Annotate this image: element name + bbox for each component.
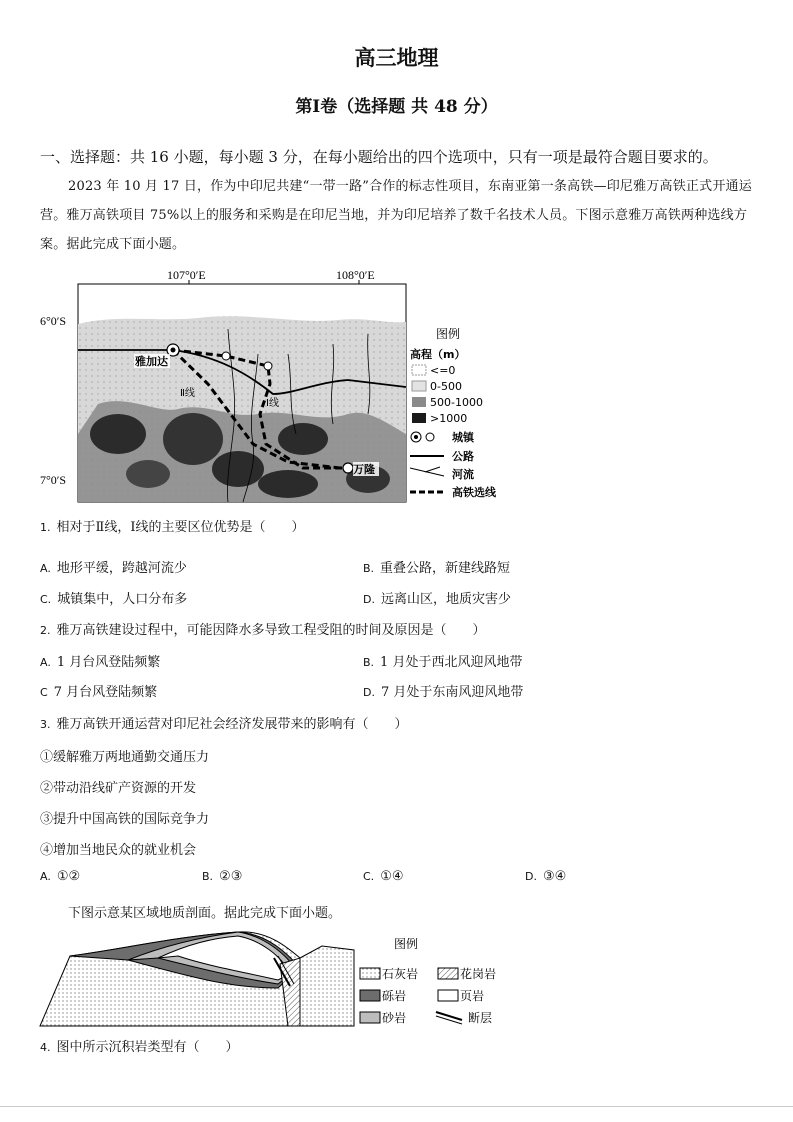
q3-statement-2: ②带动沿线矿产资源的开发 bbox=[40, 781, 197, 796]
question-2: 2. 雅万高铁建设过程中，可能因降水多导致工程受阻的时间及原因是（ ） bbox=[40, 623, 486, 638]
question-1: 1. 相对于Ⅱ线，Ⅰ线的主要区位优势是（ ） bbox=[40, 520, 305, 535]
q1-option-a[interactable]: A. 地形平缓，跨越河流少 bbox=[40, 561, 187, 576]
legend-fault: 断层 bbox=[468, 1011, 493, 1025]
q2-option-a[interactable]: A. 1 月台风登陆频繁 bbox=[40, 655, 161, 670]
question-3: 3. 雅万高铁开通运营对印尼社会经济发展带来的影响有（ ） bbox=[40, 717, 408, 732]
q2-option-d[interactable]: D. 7 月处于东南风迎风地带 bbox=[363, 685, 524, 700]
section-instructions: 一、选择题：共 16 小题，每小题 3 分，在每小题给出的四个选项中，只有一项是最符合题目要求的。 bbox=[40, 148, 718, 166]
legend-shale: 页岩 bbox=[460, 989, 485, 1003]
section-subtitle: 第Ⅰ卷（选择题 共 48 分） bbox=[295, 97, 498, 117]
legend-elev-0: <=0 bbox=[430, 364, 456, 377]
lon-label-107: 107°0′E bbox=[167, 268, 206, 282]
legend-conglomerate: 砾岩 bbox=[382, 989, 407, 1003]
q3-statement-3: ③提升中国高铁的国际竞争力 bbox=[40, 812, 210, 827]
railway-route-map bbox=[40, 262, 520, 512]
q2-option-c[interactable]: C 7 月台风登陆频繁 bbox=[40, 685, 158, 700]
legend-limestone: 石灰岩 bbox=[382, 967, 419, 981]
page-footer-line bbox=[0, 1106, 793, 1107]
legend-road: 公路 bbox=[452, 450, 474, 463]
line-label-ii: Ⅱ线 bbox=[180, 388, 195, 399]
geo-legend-title: 图例 bbox=[394, 937, 419, 951]
legend-river: 河流 bbox=[452, 468, 474, 481]
intro-paragraph: 2023 年 10 月 17 日，作为中印尼共建“一带一路”合作的标志性项目，东南亚第一条高铁—印尼雅万高铁正式开通运营。雅万高铁项目 75%以上的服务和采购是在印尼当地，并为印尼培养了数千名技术人员。下图示意雅万高铁两种选线方案。据此完成下面小题。 bbox=[40, 179, 752, 252]
legend-elev-high: >1000 bbox=[430, 412, 468, 425]
legend-granite: 花岗岩 bbox=[460, 967, 497, 981]
lon-label-108: 108°0′E bbox=[336, 268, 375, 282]
legend-railway: 高铁选线 bbox=[452, 486, 496, 499]
line-label-i: Ⅰ线 bbox=[266, 398, 279, 409]
q3-option-b[interactable]: B. ②③ bbox=[202, 869, 243, 884]
q3-option-c[interactable]: C. ①④ bbox=[363, 869, 404, 884]
lat-label-7s: 7°0′S bbox=[40, 473, 67, 487]
intro-paragraph-2: 下图示意某区域地质剖面。据此完成下面小题。 bbox=[68, 906, 342, 921]
q3-statement-4: ④增加当地民众的就业机会 bbox=[40, 843, 197, 858]
legend-elev-500: 0-500 bbox=[430, 380, 462, 393]
city-label-bandung: 万隆 bbox=[353, 463, 375, 476]
q3-option-d[interactable]: D. ③④ bbox=[525, 869, 567, 884]
page-title: 高三地理 bbox=[354, 45, 439, 70]
q2-option-b[interactable]: B. 1 月处于西北风迎风地带 bbox=[363, 655, 523, 670]
city-label-jakarta: 雅加达 bbox=[135, 355, 168, 368]
legend-elev-1000: 500-1000 bbox=[430, 396, 483, 409]
q3-option-a[interactable]: A. ①② bbox=[40, 869, 81, 884]
legend-elevation-title: 高程（m） bbox=[410, 348, 466, 361]
legend-sandstone: 砂岩 bbox=[382, 1011, 407, 1025]
q1-option-b[interactable]: B. 重叠公路，新建线路短 bbox=[363, 561, 511, 576]
lat-label-6s: 6°0′S bbox=[40, 314, 67, 328]
q3-statement-1: ①缓解雅万两地通勤交通压力 bbox=[40, 750, 210, 765]
geologic-cross-section bbox=[38, 928, 518, 1030]
question-4: 4. 图中所示沉积岩类型有（ ） bbox=[40, 1040, 239, 1055]
legend-town: 城镇 bbox=[452, 431, 474, 444]
map-legend-title: 图例 bbox=[436, 327, 461, 341]
q1-option-c[interactable]: C. 城镇集中，人口分布多 bbox=[40, 592, 188, 607]
q1-option-d[interactable]: D. 远离山区，地质灾害少 bbox=[363, 592, 511, 607]
